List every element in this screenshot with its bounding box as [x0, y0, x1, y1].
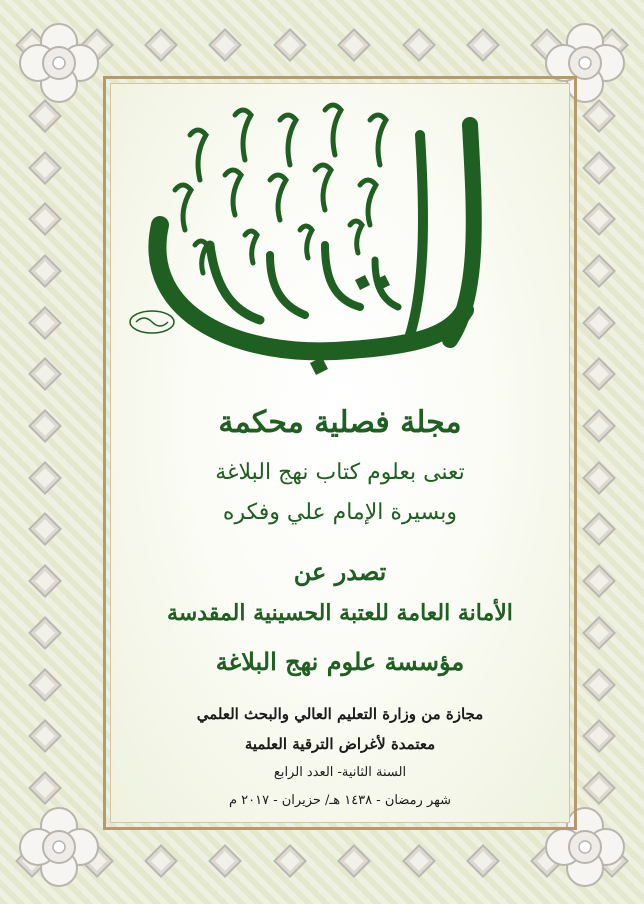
issue-date: شهر رمضان - ١٤٣٨ هـ/ حزيران - ٢٠١٧ م	[228, 793, 452, 808]
journal-type: مجلة فصلية محكمة	[218, 405, 462, 440]
title-calligraphy-logo	[120, 95, 520, 395]
issued-by-label: تصدر عن	[293, 557, 387, 586]
promotion-line: معتمدة لأغراض الترقية العلمية	[244, 735, 436, 753]
publisher: الأمانة العامة للعتبة الحسينية المقدسة	[167, 600, 513, 626]
corner-rosette-icon	[16, 804, 102, 890]
foundation-name: مؤسسة علوم نهج البلاغة	[215, 647, 465, 676]
corner-rosette-icon	[16, 20, 102, 106]
year-issue: السنة الثانية- العدد الرابع	[273, 765, 407, 780]
accreditation-line: مجازة من وزارة التعليم العالي والبحث العلمي	[196, 705, 484, 723]
subject-line-2: وبسيرة الإمام علي وفكره	[222, 500, 458, 525]
subject-line-1: تعنى بعلوم كتاب نهج البلاغة	[215, 460, 465, 485]
left-border-pattern	[15, 90, 75, 814]
right-border-pattern	[569, 90, 629, 814]
